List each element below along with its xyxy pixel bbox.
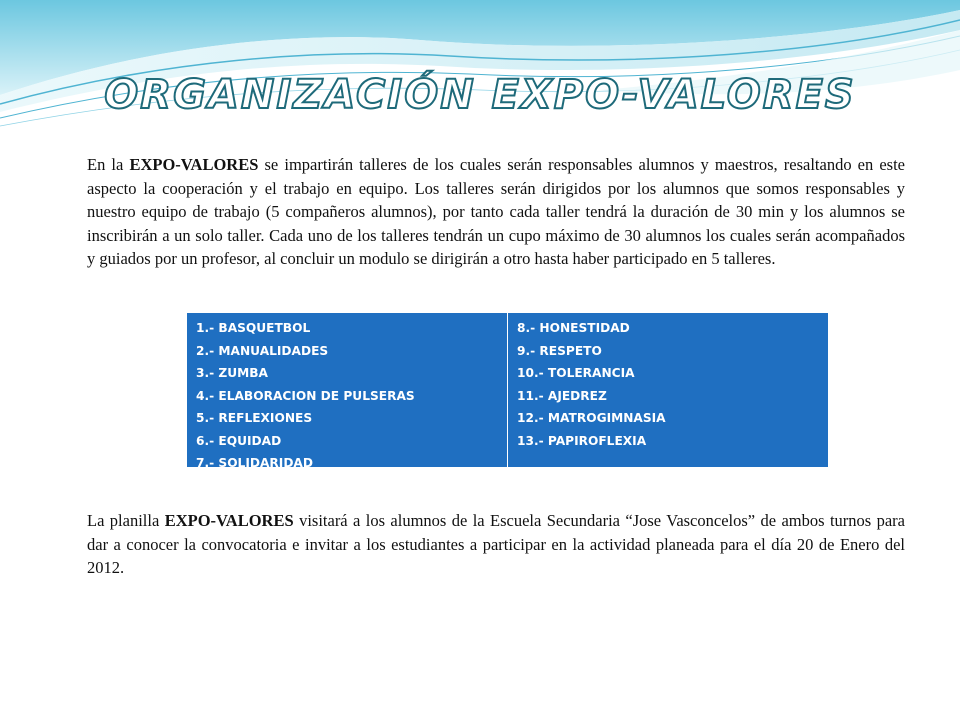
- intro-paragraph-bold: EXPO-VALORES: [129, 155, 259, 174]
- workshop-item: 8.- HONESTIDAD: [517, 321, 630, 335]
- intro-paragraph: [87, 153, 905, 271]
- workshop-item: 4.- ELABORACION DE PULSERAS: [196, 388, 415, 403]
- workshop-item: 12.- MATROGIMNASIA: [517, 411, 666, 425]
- visit-paragraph-post: visitará a los alumnos de la Escuela Secundaria “Jose Vasconcelos” de ambos turnos para dar a conocer la convocatoria e invitar a los estudiantes a participar en la actividad planeada para el día 20 de Enero del 2012.: [87, 511, 905, 577]
- visit-paragraph: [87, 509, 905, 580]
- workshop-item: 3.- ZUMBA: [196, 366, 268, 380]
- intro-paragraph-post: se impartirán talleres de los cuales serán responsables alumnos y maestros, resaltando en este aspecto la cooperación y el trabajo en equipo. Los talleres serán dirigidos por los alumnos que somos responsables y nuestro equipo de trabajo (5 compañeros alumnos), por tanto cada taller tendrá la duración de 30 min y los alumnos se inscribirán a un solo taller. Cada uno de los talleres tendrán un cupo máximo de 30 alumnos los cuales serán acompañados y guiados por un profesor, al concluir un modulo se dirigirán a otro hasta haber participado en 5 talleres.: [87, 155, 905, 268]
- intro-paragraph-pre: En la: [87, 155, 130, 174]
- workshop-item: 6.- EQUIDAD: [196, 433, 282, 448]
- workshops-right-column: [507, 313, 828, 467]
- visit-paragraph-bold: EXPO-VALORES: [164, 511, 294, 530]
- workshop-item: 11.- AJEDREZ: [517, 388, 607, 403]
- workshop-item: 5.- REFLEXIONES: [196, 411, 313, 425]
- workshop-item: 10.- TOLERANCIA: [517, 366, 635, 380]
- workshop-item: 1.- BASQUETBOL: [196, 321, 311, 335]
- workshop-item: 7.- SOLIDARIDAD: [196, 456, 313, 470]
- slide-title: ORGANIZACIÓN EXPO-VALORES: [104, 72, 856, 118]
- workshop-item: 2.- MANUALIDADES: [196, 343, 329, 358]
- workshop-item: 13.- PAPIROFLEXIA: [517, 433, 647, 448]
- visit-paragraph-pre: La planilla: [87, 511, 165, 530]
- workshop-item: 9.- RESPETO: [517, 343, 602, 358]
- workshops-table: [187, 313, 828, 470]
- workshops-left-column: [187, 313, 507, 470]
